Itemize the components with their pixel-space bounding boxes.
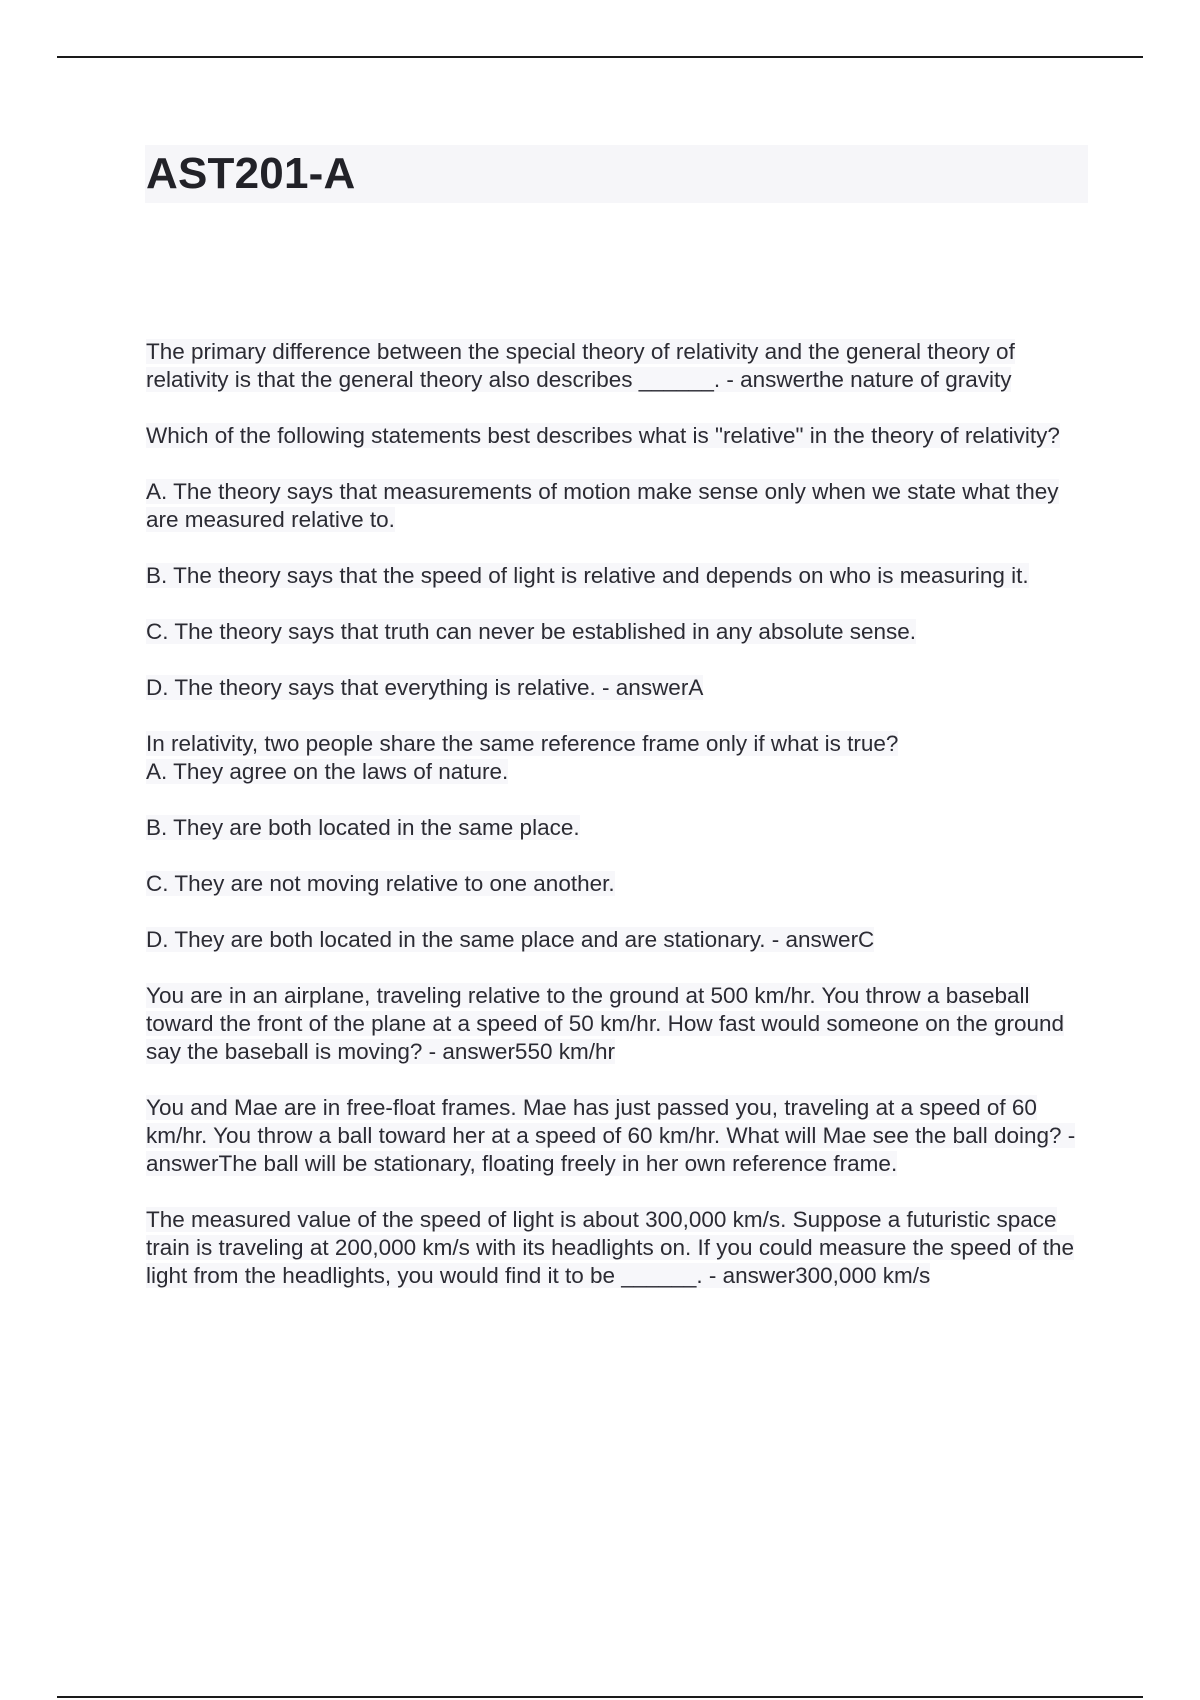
option-text: B. The theory says that the speed of light is relative and depends on who is measuring it. bbox=[146, 563, 1029, 588]
question-2-option-c bbox=[146, 618, 1092, 646]
question-3 bbox=[146, 730, 1092, 758]
option-text: D. The theory says that everything is relative. - answerA bbox=[146, 675, 704, 700]
option-text: C. They are not moving relative to one another. bbox=[146, 871, 615, 896]
option-text: B. They are both located in the same place. bbox=[146, 815, 580, 840]
question-5-text: You and Mae are in free-float frames. Mae has just passed you, traveling at a speed of 60 km/hr. You throw a ball toward her at a speed of 60 km/hr. What will Mae see the ball doing? - answerThe ball will be stationary, floating freely in her own reference frame. bbox=[146, 1095, 1076, 1176]
question-1 bbox=[146, 338, 1092, 394]
question-3-option-d bbox=[146, 926, 1092, 954]
document-body bbox=[146, 338, 1092, 1318]
option-text: C. The theory says that truth can never be established in any absolute sense. bbox=[146, 619, 917, 644]
question-1-text: The primary difference between the special theory of relativity and the general theory of relativity is that the general theory also describes ______. - answerthe nature of gravity bbox=[146, 339, 1015, 392]
question-3-text: In relativity, two people share the same reference frame only if what is true? bbox=[146, 731, 899, 756]
question-2-option-b bbox=[146, 562, 1092, 590]
question-2-option-a bbox=[146, 478, 1092, 534]
question-3-option-b bbox=[146, 814, 1092, 842]
question-2 bbox=[146, 422, 1092, 450]
question-4 bbox=[146, 982, 1092, 1066]
question-6 bbox=[146, 1206, 1092, 1290]
bottom-rule bbox=[57, 1696, 1143, 1698]
question-5 bbox=[146, 1094, 1092, 1178]
question-3-option-a bbox=[146, 758, 1092, 786]
question-4-text: You are in an airplane, traveling relative to the ground at 500 km/hr. You throw a baseball toward the front of the plane at a speed of 50 km/hr. How fast would someone on the ground say the baseball is moving? - answer550 km/hr bbox=[146, 983, 1065, 1064]
question-2-option-d bbox=[146, 674, 1092, 702]
question-6-text: The measured value of the speed of light is about 300,000 km/s. Suppose a futuristic space train is traveling at 200,000 km/s with its headlights on. If you could measure the speed of the light from the headlights, you would find it to be ______. - answer300,000 km/s bbox=[146, 1207, 1075, 1288]
option-text: A. They agree on the laws of nature. bbox=[146, 759, 509, 784]
top-rule bbox=[57, 56, 1143, 58]
document-title: AST201-A bbox=[146, 149, 356, 198]
option-text: A. The theory says that measurements of motion make sense only when we state what they are measured relative to. bbox=[146, 479, 1059, 532]
question-2-text: Which of the following statements best describes what is "relative" in the theory of relativity? bbox=[146, 423, 1060, 448]
option-text: D. They are both located in the same place and are stationary. - answerC bbox=[146, 927, 875, 952]
question-3-option-c bbox=[146, 870, 1092, 898]
